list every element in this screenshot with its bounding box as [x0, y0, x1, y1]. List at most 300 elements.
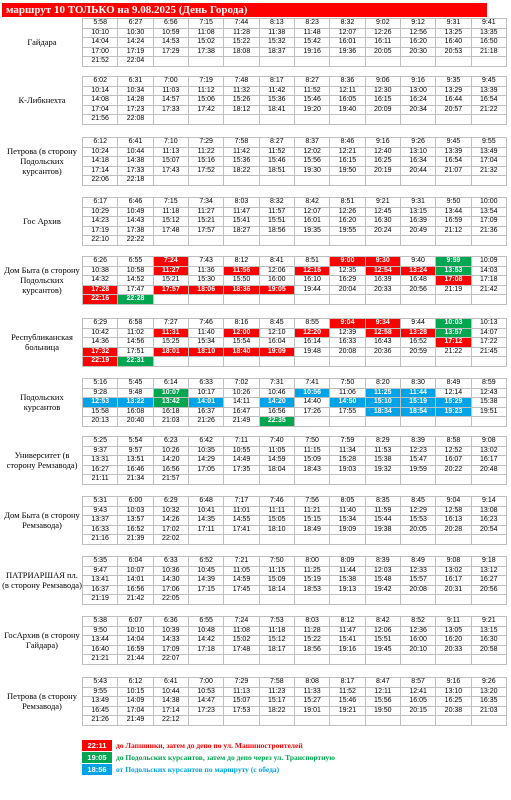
time-cell: 10:07: [153, 388, 188, 398]
time-cell: 8:45: [400, 497, 435, 507]
time-cell: 7:53: [259, 617, 294, 627]
time-cell: 10:49: [118, 207, 153, 217]
time-cell: 13:41: [83, 576, 118, 586]
time-cell: 14:04: [83, 38, 118, 48]
time-cell: 15:12: [259, 636, 294, 646]
time-cell: 10:41: [188, 506, 223, 516]
stop-name: Подольских курсантов: [20, 392, 64, 412]
time-cell: 11:08: [188, 28, 223, 38]
time-cell: 18:10: [259, 525, 294, 535]
time-cell: [330, 57, 365, 67]
time-cell: [471, 176, 506, 186]
time-cell: 20:31: [436, 585, 471, 595]
time-cell: [436, 417, 471, 427]
time-cell: 11:18: [153, 207, 188, 217]
timetable-row: [83, 516, 507, 526]
time-cell: [471, 475, 506, 485]
time-cell: 8:46: [330, 138, 365, 148]
time-cell: 15:19: [294, 576, 329, 586]
time-cell: 17:23: [188, 706, 223, 716]
time-cell: 9:40: [400, 257, 435, 267]
time-cell: 21:12: [436, 226, 471, 236]
time-cell: 9:04: [436, 497, 471, 507]
time-cell: 22:18: [118, 176, 153, 186]
time-cell: 19:45: [365, 645, 400, 655]
time-cell: 7:34: [188, 198, 223, 208]
time-cell: 14:23: [83, 217, 118, 227]
time-cell: 7:02: [224, 379, 259, 389]
time-cell: 15:16: [188, 157, 223, 167]
time-cell: 15:27: [294, 697, 329, 707]
timetable-row: [83, 319, 507, 329]
time-cell: 10:15: [118, 687, 153, 697]
time-cell: 11:11: [259, 506, 294, 516]
time-cell: 12:36: [400, 626, 435, 636]
time-cell: 19:42: [365, 585, 400, 595]
time-cell: 12:07: [330, 28, 365, 38]
time-cell: 9:11: [436, 617, 471, 627]
time-cell: 18:12: [224, 105, 259, 115]
time-cell: 9:31: [436, 19, 471, 29]
time-cell: 11:47: [330, 626, 365, 636]
time-cell: 19:36: [330, 47, 365, 57]
time-cell: 19:03: [330, 465, 365, 475]
time-cell: [400, 655, 435, 665]
time-cell: [365, 595, 400, 605]
time-cell: 9:47: [83, 566, 118, 576]
time-cell: 14:56: [118, 338, 153, 348]
time-cell: 19:23: [436, 407, 471, 417]
time-cell: [330, 357, 365, 367]
time-cell: 19:30: [294, 166, 329, 176]
timetable-row: [83, 257, 507, 267]
time-cell: 6:33: [153, 557, 188, 567]
time-cell: 18:17: [259, 645, 294, 655]
time-cell: [294, 295, 329, 305]
time-cell: [188, 357, 223, 367]
time-cell: 17:04: [83, 105, 118, 115]
time-cell: 22:02: [153, 535, 188, 545]
time-cell: 15:28: [330, 456, 365, 466]
time-cell: 5:43: [83, 678, 118, 688]
timetable-row: [83, 407, 507, 417]
time-cell: 9:37: [83, 446, 118, 456]
time-cell: 18:53: [294, 585, 329, 595]
time-cell: 20:34: [400, 105, 435, 115]
time-cell: 14:08: [83, 96, 118, 106]
time-cell: 12:29: [400, 506, 435, 516]
time-cell: [259, 716, 294, 726]
time-cell: 11:40: [330, 506, 365, 516]
time-cell: 6:33: [188, 379, 223, 389]
time-cell: 13:35: [471, 28, 506, 38]
time-cell: 18:37: [259, 47, 294, 57]
time-cell: 6:48: [188, 497, 223, 507]
time-cell: 6:04: [118, 557, 153, 567]
time-cell: 10:42: [83, 328, 118, 338]
time-cell: 21:36: [471, 226, 506, 236]
time-cell: 20:58: [471, 645, 506, 655]
time-cell: 16:34: [400, 157, 435, 167]
time-cell: [365, 295, 400, 305]
time-cell: 17:45: [224, 585, 259, 595]
time-cell: 14:24: [118, 38, 153, 48]
time-cell: 21:16: [83, 535, 118, 545]
time-cell: 16:25: [365, 157, 400, 167]
time-cell: 22:19: [83, 357, 118, 367]
time-cell: 14:04: [118, 636, 153, 646]
time-cell: 20:57: [436, 105, 471, 115]
time-cell: 13:25: [436, 28, 471, 38]
time-cell: 11:52: [259, 147, 294, 157]
time-cell: 12:33: [400, 566, 435, 576]
timetable-row: [83, 57, 507, 67]
time-cell: 17:09: [153, 645, 188, 655]
time-cell: 18:34: [365, 407, 400, 417]
time-cell: 14:30: [153, 576, 188, 586]
time-cell: 16:20: [330, 217, 365, 227]
time-cell: 15:17: [259, 697, 294, 707]
time-cell: 11:01: [224, 506, 259, 516]
time-cell: 11:52: [294, 86, 329, 96]
time-cell: 16:05: [330, 96, 365, 106]
time-cell: [330, 295, 365, 305]
time-cell: 17:33: [153, 105, 188, 115]
time-cell: 17:48: [224, 645, 259, 655]
time-cell: 11:05: [224, 566, 259, 576]
time-cell: 16:54: [436, 157, 471, 167]
timetable-row: [83, 706, 507, 716]
time-cell: 7:40: [259, 437, 294, 447]
time-cell: 15:21: [153, 276, 188, 286]
time-cell: 15:36: [259, 96, 294, 106]
time-cell: 21:42: [471, 285, 506, 295]
time-cell: 13:49: [83, 697, 118, 707]
time-cell: [259, 236, 294, 246]
time-cell: 14:32: [83, 276, 118, 286]
time-cell: 13:00: [400, 86, 435, 96]
time-cell: 17:57: [153, 285, 188, 295]
time-cell: 17:14: [153, 706, 188, 716]
time-cell: 14:55: [224, 516, 259, 526]
time-cell: 14:57: [153, 96, 188, 106]
time-cell: 20:59: [400, 347, 435, 357]
time-cell: 10:36: [153, 566, 188, 576]
time-cell: 14:11: [224, 398, 259, 408]
time-cell: 12:23: [400, 446, 435, 456]
time-cell: 6:42: [188, 437, 223, 447]
time-cell: 9:06: [365, 77, 400, 87]
time-cell: 11:38: [259, 28, 294, 38]
legend-swatch: 18:56: [82, 764, 112, 775]
timetable-row: [83, 446, 507, 456]
time-cell: 16:37: [188, 407, 223, 417]
time-cell: [153, 236, 188, 246]
time-cell: 13:54: [471, 207, 506, 217]
time-cell: 16:00: [400, 636, 435, 646]
timetable-row: [83, 475, 507, 485]
time-cell: 16:52: [400, 338, 435, 348]
timetable-row: [83, 176, 507, 186]
time-cell: 17:48: [153, 226, 188, 236]
time-cell: 18:54: [400, 407, 435, 417]
time-cell: 10:56: [294, 388, 329, 398]
time-cell: 11:44: [400, 388, 435, 398]
time-cell: 6:52: [188, 557, 223, 567]
time-cell: 11:03: [153, 86, 188, 96]
time-cell: 18:40: [224, 347, 259, 357]
time-cell: 16:05: [400, 697, 435, 707]
timetable-row: [83, 115, 507, 125]
time-cell: 10:45: [188, 566, 223, 576]
time-cell: 6:31: [118, 77, 153, 87]
time-cell: 22:08: [118, 115, 153, 125]
time-cell: 7:50: [294, 437, 329, 447]
time-cell: 11:27: [153, 266, 188, 276]
time-cell: 20:24: [365, 226, 400, 236]
time-cell: 16:14: [294, 338, 329, 348]
time-cell: 21:52: [83, 57, 118, 67]
time-cell: 7:59: [330, 437, 365, 447]
time-cell: 13:10: [400, 147, 435, 157]
time-cell: 14:36: [83, 338, 118, 348]
time-cell: 11:25: [365, 388, 400, 398]
time-cell: 15:38: [330, 576, 365, 586]
time-cell: 16:37: [83, 585, 118, 595]
time-cell: 9:21: [365, 198, 400, 208]
time-cell: 19:16: [330, 645, 365, 655]
time-cell: 7:48: [224, 77, 259, 87]
time-cell: 5:16: [83, 379, 118, 389]
time-cell: 16:07: [436, 456, 471, 466]
time-cell: 8:23: [294, 19, 329, 29]
time-cell: 12:06: [365, 626, 400, 636]
timetable-row: [83, 687, 507, 697]
stop-name: Гайдара: [27, 37, 57, 47]
time-cell: 14:53: [153, 38, 188, 48]
time-cell: 7:17: [224, 497, 259, 507]
time-cell: 19:44: [294, 285, 329, 295]
timetable-grid: [82, 197, 507, 246]
time-cell: 18:22: [224, 166, 259, 176]
time-cell: [400, 417, 435, 427]
time-cell: 15:26: [224, 96, 259, 106]
time-cell: 14:26: [153, 516, 188, 526]
time-cell: [259, 655, 294, 665]
time-cell: [224, 716, 259, 726]
time-cell: 11:32: [224, 86, 259, 96]
stop-name: Петрова (в сторону Подольских курсантов): [7, 146, 77, 176]
time-cell: 21:42: [118, 595, 153, 605]
time-cell: 16:40: [83, 645, 118, 655]
time-cell: 7:10: [153, 138, 188, 148]
time-cell: 8:42: [365, 617, 400, 627]
time-cell: 16:20: [400, 38, 435, 48]
time-cell: 20:19: [365, 166, 400, 176]
time-cell: 18:08: [224, 47, 259, 57]
time-cell: 8:27: [294, 77, 329, 87]
time-cell: 22:04: [118, 57, 153, 67]
timetable-row: [83, 357, 507, 367]
time-cell: 7:31: [259, 379, 294, 389]
timetable-row: [83, 96, 507, 106]
time-cell: 9:48: [118, 388, 153, 398]
time-cell: [471, 57, 506, 67]
time-cell: 10:10: [118, 626, 153, 636]
timetable-row: [83, 576, 507, 586]
time-cell: 13:44: [436, 207, 471, 217]
time-cell: 18:04: [259, 465, 294, 475]
time-cell: 16:35: [471, 697, 506, 707]
stop-name: ПАТРИАРШАЯ пл. (в сторону Ремзавода): [2, 570, 82, 590]
time-cell: 20:08: [400, 585, 435, 595]
time-cell: 16:56: [118, 585, 153, 595]
time-cell: 12:10: [259, 328, 294, 338]
time-cell: 15:34: [330, 516, 365, 526]
time-cell: 17:29: [153, 47, 188, 57]
timetable-row: [83, 716, 507, 726]
time-cell: 9:26: [400, 138, 435, 148]
time-cell: 13:29: [436, 86, 471, 96]
time-cell: 16:56: [259, 407, 294, 417]
time-cell: 19:21: [330, 706, 365, 716]
time-cell: 14:18: [83, 157, 118, 167]
time-cell: 15:30: [188, 276, 223, 286]
timetable-row: [83, 655, 507, 665]
time-cell: 11:42: [224, 147, 259, 157]
time-cell: [224, 655, 259, 665]
time-cell: [365, 357, 400, 367]
time-cell: 17:04: [471, 157, 506, 167]
time-cell: [471, 236, 506, 246]
timetable-row: [83, 566, 507, 576]
time-cell: 12:30: [365, 86, 400, 96]
time-cell: 8:37: [294, 138, 329, 148]
timetable-grid: [82, 76, 507, 125]
timetable-row: [83, 47, 507, 57]
time-cell: 15:57: [400, 576, 435, 586]
time-cell: 15:51: [365, 636, 400, 646]
time-cell: 13:49: [471, 147, 506, 157]
timetable-row: [83, 417, 507, 427]
time-cell: 21:44: [118, 655, 153, 665]
time-cell: 8:52: [400, 617, 435, 627]
time-cell: 19:38: [365, 525, 400, 535]
time-cell: 6:07: [118, 617, 153, 627]
time-cell: 6:26: [83, 257, 118, 267]
time-cell: 13:20: [471, 687, 506, 697]
time-cell: [365, 475, 400, 485]
time-cell: 11:48: [294, 28, 329, 38]
timetable-row: [83, 379, 507, 389]
time-cell: [400, 535, 435, 545]
time-cell: 14:49: [224, 456, 259, 466]
time-cell: 16:25: [436, 697, 471, 707]
time-cell: 6:14: [153, 379, 188, 389]
time-cell: 22:16: [83, 295, 118, 305]
time-cell: 7:15: [153, 198, 188, 208]
time-cell: 14:29: [188, 456, 223, 466]
time-cell: 10:10: [83, 28, 118, 38]
time-cell: 10:46: [259, 388, 294, 398]
time-cell: 11:53: [365, 446, 400, 456]
time-cell: [471, 295, 506, 305]
time-cell: 20:30: [400, 47, 435, 57]
time-cell: 8:32: [330, 19, 365, 29]
time-cell: 8:30: [400, 379, 435, 389]
time-cell: [471, 716, 506, 726]
time-cell: 13:05: [436, 626, 471, 636]
time-cell: 12:26: [330, 207, 365, 217]
time-cell: 21:21: [83, 655, 118, 665]
time-cell: [400, 176, 435, 186]
time-cell: 8:41: [259, 257, 294, 267]
time-cell: 22:06: [83, 176, 118, 186]
timetable-row: [83, 266, 507, 276]
time-cell: 19:13: [330, 585, 365, 595]
time-cell: 15:56: [365, 697, 400, 707]
time-cell: [365, 115, 400, 125]
timetable-row: [83, 328, 507, 338]
time-cell: 15:02: [224, 636, 259, 646]
time-cell: 10:29: [83, 207, 118, 217]
time-cell: [153, 357, 188, 367]
time-cell: 10:30: [118, 28, 153, 38]
time-cell: 8:12: [224, 257, 259, 267]
time-cell: 12:54: [365, 266, 400, 276]
time-cell: [259, 295, 294, 305]
time-cell: [294, 176, 329, 186]
time-cell: 14:38: [153, 697, 188, 707]
time-cell: [436, 176, 471, 186]
time-cell: 20:33: [436, 645, 471, 655]
time-cell: 9:35: [436, 77, 471, 87]
time-cell: 16:59: [436, 217, 471, 227]
time-cell: 9:16: [436, 678, 471, 688]
time-cell: 20:36: [365, 347, 400, 357]
time-cell: 13:24: [400, 266, 435, 276]
time-cell: 22:28: [118, 295, 153, 305]
time-cell: [224, 357, 259, 367]
time-cell: [471, 115, 506, 125]
time-cell: [259, 176, 294, 186]
time-cell: 20:05: [365, 47, 400, 57]
time-cell: 16:23: [471, 516, 506, 526]
time-cell: 21:26: [188, 417, 223, 427]
time-cell: 9:21: [471, 617, 506, 627]
stop-name: Республиканская больница: [11, 332, 73, 352]
time-cell: [294, 357, 329, 367]
time-cell: 13:37: [83, 516, 118, 526]
time-cell: 17:28: [83, 285, 118, 295]
time-cell: 8:45: [259, 319, 294, 329]
time-cell: 14:47: [188, 697, 223, 707]
time-cell: 13:31: [83, 456, 118, 466]
time-cell: 16:59: [118, 645, 153, 655]
time-cell: 6:23: [153, 437, 188, 447]
time-cell: 11:40: [188, 328, 223, 338]
time-cell: 14:43: [118, 217, 153, 227]
time-cell: 15:05: [259, 516, 294, 526]
time-cell: 19:50: [330, 166, 365, 176]
time-cell: 19:16: [294, 47, 329, 57]
time-cell: 9:45: [471, 77, 506, 87]
time-cell: [188, 236, 223, 246]
time-cell: 9:34: [365, 319, 400, 329]
time-cell: 7:29: [224, 678, 259, 688]
time-cell: 16:01: [294, 217, 329, 227]
time-cell: 15:53: [400, 516, 435, 526]
